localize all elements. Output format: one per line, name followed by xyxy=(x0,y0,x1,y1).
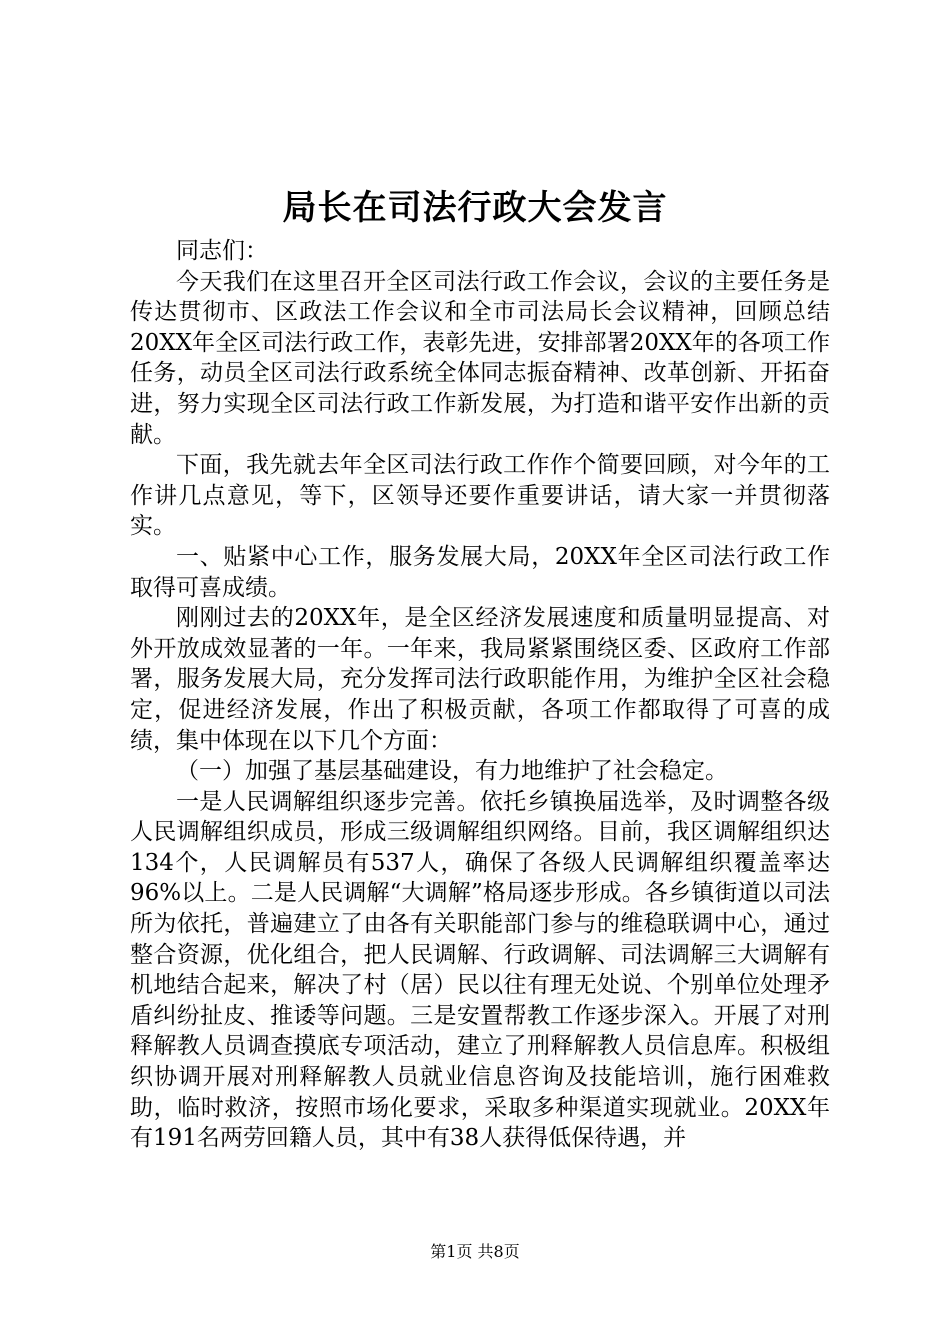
paragraph: 下面，我先就去年全区司法行政工作作个简要回顾，对今年的工作讲几点意见，等下，区领导还要作重要讲话，请大家一并贯彻落实。 xyxy=(130,452,830,540)
document-title: 局长在司法行政大会发言 xyxy=(282,188,668,228)
paragraph: 今天我们在这里召开全区司法行政工作会议，会议的主要任务是传达贯彻市、区政法工作会议和全市司法局长会议精神，回顾总结20XX年全区司法行政工作，表彰先进，安排部署20XX年的各项工作任务，动员全区司法行政系统全体同志振奋精神、改革创新、开拓奋进，努力实现全区司法行政工作新发展，为打造和谐平安作出新的贡献。 xyxy=(130,268,830,448)
document-body xyxy=(130,236,830,1154)
paragraph: 刚刚过去的20XX年，是全区经济发展速度和质量明显提高、对外开放成效显著的一年。一年来，我局紧紧围绕区委、区政府工作部署，服务发展大局，充分发挥司法行政职能作用，为维护全区社会稳定，促进经济发展，作出了积极贡献，各项工作都取得了可喜的成绩，集中体现在以下几个方面： xyxy=(130,605,830,754)
page-number: 第1页 共8页 xyxy=(430,1242,520,1261)
subsection-heading: （一）加强了基层基础建设，有力地维护了社会稳定。 xyxy=(176,758,728,785)
paragraph-salutation: 同志们： xyxy=(176,238,268,264)
section-heading: 一、贴紧中心工作，服务发展大局，20XX年全区司法行政工作取得可喜成绩。 xyxy=(130,543,830,601)
paragraph: 一是人民调解组织逐步完善。依托乡镇换届选举，及时调整各级人民调解组织成员，形成三级调解组织网络。目前，我区调解组织达134个，人民调解员有537人，确保了各级人民调解组织覆盖率达96%以上。二是人民调解“大调解”格局逐步形成。各乡镇街道以司法所为依托，普遍建立了由各有关职能部门参与的维稳联调中心，通过整合资源，优化组合，把人民调解、行政调解、司法调解三大调解有机地结合起来，解决了村（居）民以往有理无处说、个别单位处理矛盾纠纷扯皮、推诿等问题。三是安置帮教工作逐步深入。开展了对刑释解教人员调查摸底专项活动，建立了刑释解教人员信息库。积极组织协调开展对刑释解教人员就业信息咨询及技能培训，施行困难救助，临时救济，按照市场化要求，采取多种渠道实现就业。20XX年有191名两劳回籍人员，其中有38人获得低保待遇，并 xyxy=(130,788,830,1152)
